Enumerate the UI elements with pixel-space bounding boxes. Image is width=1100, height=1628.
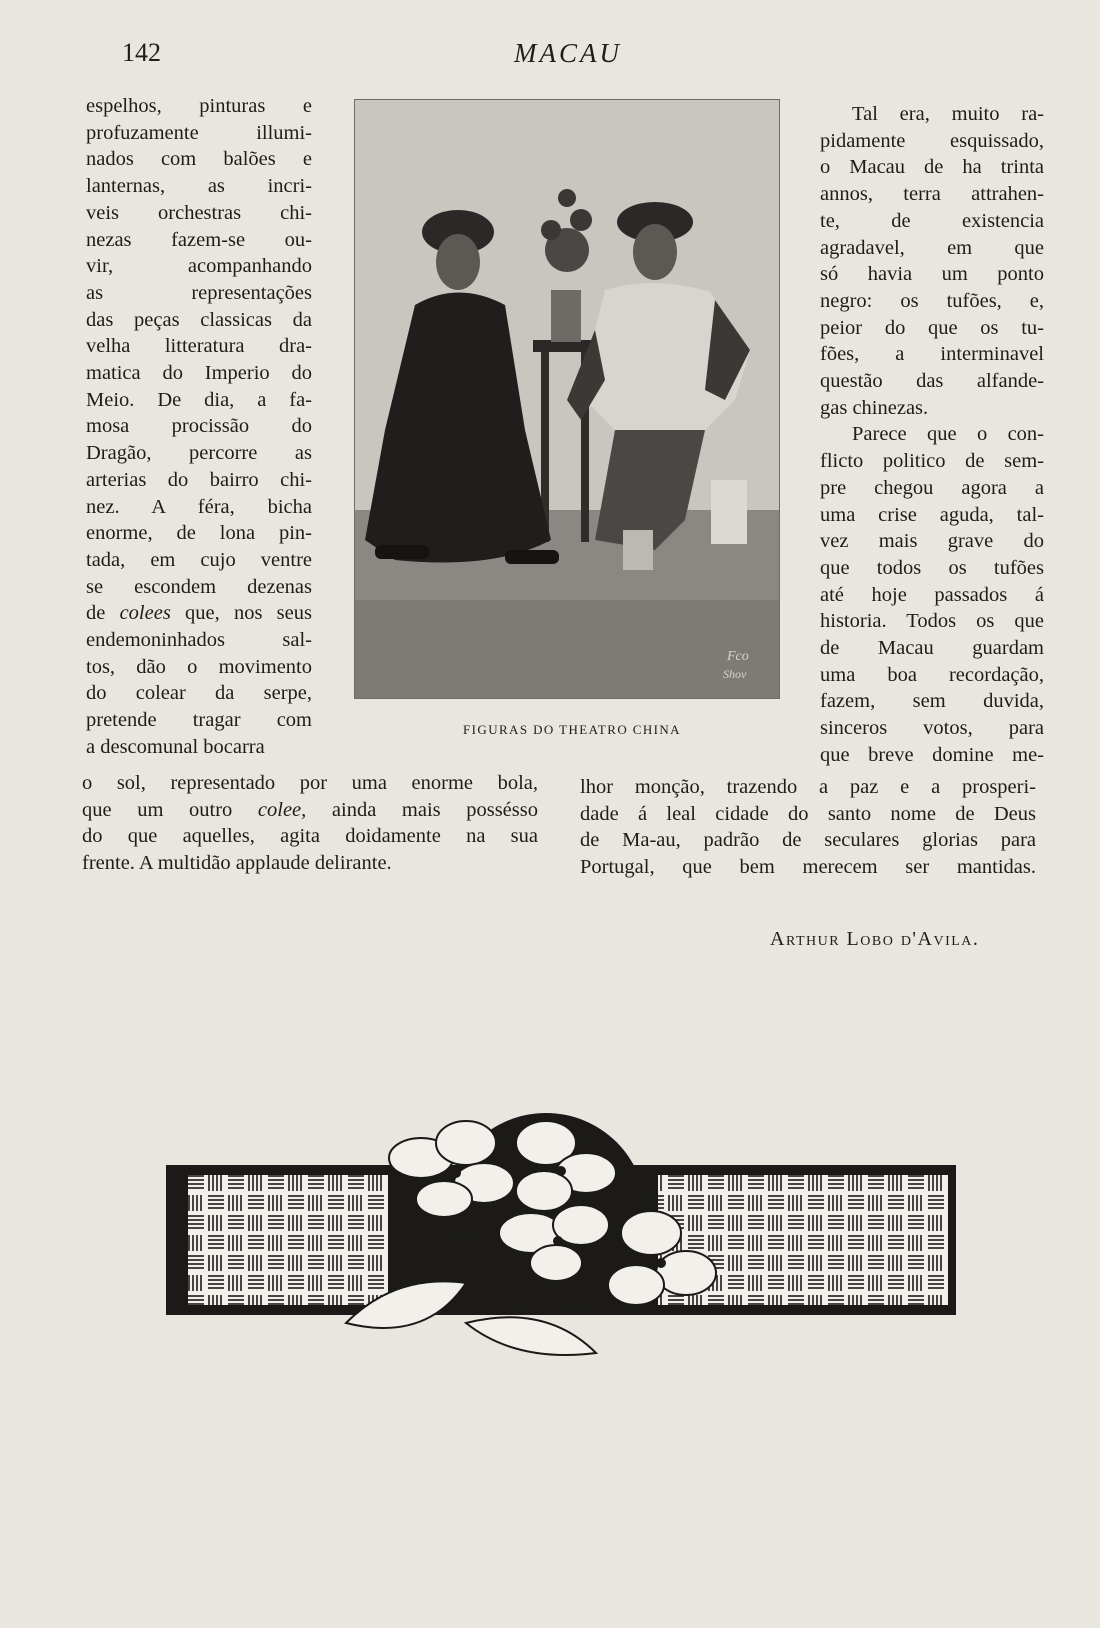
text-line: até hoje passados á [820, 583, 1044, 606]
text-line: que breve domine me- [820, 743, 1044, 766]
text-fragment: que um outro [82, 798, 258, 821]
text-line: se escondem dezenas [86, 575, 312, 598]
text-line: de Macau guardam [820, 637, 1044, 660]
text-line: pretende tragar com [86, 709, 312, 732]
text-line: historia. Todos os que [820, 610, 1044, 633]
bottom-right-paragraph [580, 774, 1036, 881]
text-line: vir, acompanhando [86, 255, 312, 278]
text-fragment: que, nos seus [170, 602, 312, 625]
text-line: lhor monção, trazendo a paz e a prosperi- [580, 776, 1036, 798]
text-line: agradavel, em que [820, 236, 1044, 259]
photo-caption: FIGURAS DO THEATRO CHINA [463, 722, 681, 737]
text-line: pre chegou agora a [820, 476, 1044, 499]
text-line: pidamente esquissado, [820, 129, 1044, 152]
text-line: gas chinezas. [820, 396, 929, 419]
text-line: espelhos, pinturas e [86, 95, 312, 117]
text-line: Portugal, que bem merecem ser mantidas. [580, 856, 1036, 879]
text-line: matica do Imperio do [86, 362, 312, 385]
author-signature: Arthur Lobo d'Avila. [770, 928, 980, 950]
text-line: frente. A multidão applaude delirante. [82, 852, 392, 875]
running-title: MACAU [514, 38, 622, 68]
text-line: nezas fazem-se ou- [86, 228, 312, 251]
text-line: questão das alfande- [820, 370, 1044, 393]
photograph-illustration [355, 100, 779, 698]
text-line: tada, em cujo ventre [86, 548, 312, 571]
text-line: mosa procissão do [86, 415, 312, 438]
text-line: veis orchestras chi- [86, 201, 312, 224]
text-line: Meio. De dia, a fa- [86, 388, 312, 411]
text-line: das peças classicas da [86, 308, 312, 331]
text-line: as representações [86, 281, 312, 304]
italic-word: colee, [257, 798, 307, 821]
text-line: peior do que os tu- [820, 316, 1044, 339]
text-line: uma boa recordação, [820, 663, 1044, 686]
theatre-photograph [354, 99, 780, 699]
text-line: endemoninhados sal- [86, 629, 312, 652]
text-line: vez mais grave do [820, 530, 1044, 553]
svg-text:Shov: Shov [723, 667, 747, 681]
text-line: Parece que o con- [852, 423, 1044, 446]
text-line: o Macau de ha trinta [820, 156, 1044, 179]
text-line: fazem, sem duvida, [820, 690, 1044, 713]
text-line-mixed [82, 797, 538, 824]
page-number: 142 [122, 38, 161, 67]
text-line: Tal era, muito ra- [852, 103, 1044, 125]
text-line: lanternas, as incri- [86, 175, 312, 198]
text-line: o sol, representado por uma enorme bola, [82, 772, 538, 794]
text-line: uma crise aguda, tal- [820, 503, 1044, 526]
text-line: velha litteratura dra- [86, 335, 312, 358]
text-line: a descomunal bocarra [86, 735, 265, 758]
bottom-left-paragraph [82, 770, 538, 877]
text-line: arterias do bairro chi- [86, 468, 312, 491]
left-text-column [86, 93, 312, 761]
italic-word: colees [119, 602, 171, 625]
text-line: fões, a interminavel [820, 343, 1044, 366]
text-line: só havia um ponto [820, 263, 1044, 286]
text-fragment: de [86, 602, 120, 625]
text-line: flicto politico de sem- [820, 450, 1044, 473]
text-line: enorme, de lona pin- [86, 522, 312, 545]
text-line-mixed [86, 600, 312, 627]
text-line: negro: os tufões, e, [820, 289, 1044, 312]
svg-text:Fco: Fco [727, 649, 749, 664]
text-line: Dragão, percorre as [86, 442, 312, 465]
floral-ornament [166, 1113, 966, 1373]
text-line: te, de existencia [820, 209, 1044, 232]
text-line: do colear da serpe, [86, 682, 312, 705]
text-line: profuzamente illumi- [86, 121, 312, 144]
text-fragment: ainda mais possésso [306, 798, 538, 821]
text-line: do que aquelles, agita doidamente na sua [82, 825, 538, 848]
text-line: sinceros votos, para [820, 717, 1044, 740]
text-line: dade á leal cidade do santo nome de Deus [580, 802, 1036, 825]
text-line: annos, terra attrahen- [820, 183, 1044, 206]
text-line: nez. A féra, bicha [86, 495, 312, 518]
right-text-column [820, 101, 1044, 769]
text-line: que todos os tufões [820, 556, 1044, 579]
text-line: tos, dão o movimento [86, 655, 312, 678]
text-line: de Ma-au, padrão de seculares glorias para [580, 829, 1036, 852]
text-line: nados com balões e [86, 148, 312, 171]
